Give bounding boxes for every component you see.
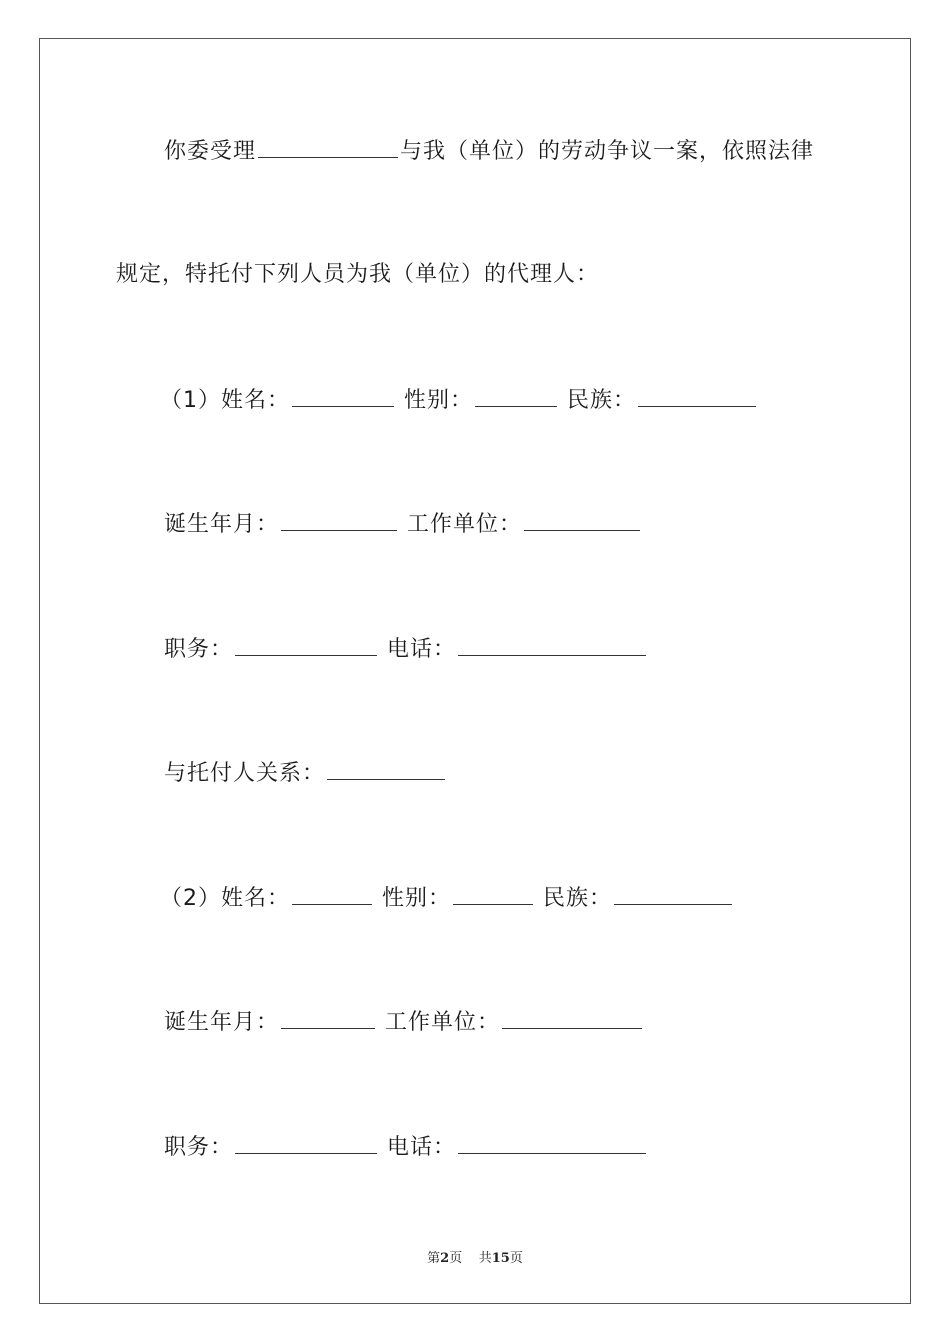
paragraph-line-1-suffix: 与我（单位）的劳动争议一案，依照法律 xyxy=(400,139,815,164)
paragraph-line-1 xyxy=(164,135,814,167)
agent-2-birth-blank[interactable] xyxy=(281,1006,375,1029)
page-total-prefix: 共 xyxy=(478,1251,492,1266)
agent-2-workplace-blank[interactable] xyxy=(502,1006,642,1029)
paragraph-line-2-text: 规定，特托付下列人员为我（单位）的代理人： xyxy=(116,262,600,287)
agent-1-name-blank[interactable] xyxy=(292,384,394,407)
page-footer xyxy=(0,1247,950,1266)
agent-2-phone-label: 电话： xyxy=(387,1135,457,1160)
agent-2-name-blank[interactable] xyxy=(292,882,372,905)
agent-2-position-label: 职务： xyxy=(164,1135,234,1160)
agent-1-gender-label: 性别： xyxy=(404,388,474,413)
agent-1-birth-blank[interactable] xyxy=(281,508,397,531)
paragraph-line-1-prefix: 你委受理 xyxy=(164,139,257,164)
page-total-suffix: 页 xyxy=(509,1251,523,1266)
agent-1-phone-blank[interactable] xyxy=(458,633,646,656)
agent-1-workplace-blank[interactable] xyxy=(524,508,640,531)
agent-2-birth-label: 诞生年月： xyxy=(164,1010,280,1035)
page-border xyxy=(39,38,911,1304)
agent-2-birth-row xyxy=(164,1006,644,1038)
page-number-suffix: 页 xyxy=(449,1251,463,1266)
agent-1-birth-row xyxy=(164,508,642,540)
agent-2-ethnicity-label: 民族： xyxy=(543,886,613,911)
agent-1-workplace-label: 工作单位： xyxy=(407,512,523,537)
agent-2-name-row xyxy=(160,882,734,914)
agent-1-phone-label: 电话： xyxy=(387,637,457,662)
agent-1-position-label: 职务： xyxy=(164,637,234,662)
agent-1-relation-row xyxy=(164,757,447,789)
accepted-party-blank[interactable] xyxy=(258,135,398,158)
agent-1-ethnicity-label: 民族： xyxy=(567,388,637,413)
agent-2-name-label: （2）姓名： xyxy=(160,886,290,911)
agent-1-ethnicity-blank[interactable] xyxy=(638,384,756,407)
agent-1-name-label: （1）姓名： xyxy=(160,388,290,413)
page-number-current: 2 xyxy=(440,1251,450,1266)
agent-2-ethnicity-blank[interactable] xyxy=(614,882,732,905)
page-total: 15 xyxy=(491,1251,510,1266)
agent-2-position-blank[interactable] xyxy=(235,1131,377,1154)
agent-2-workplace-label: 工作单位： xyxy=(385,1010,501,1035)
agent-1-position-blank[interactable] xyxy=(235,633,377,656)
agent-1-birth-label: 诞生年月： xyxy=(164,512,280,537)
agent-1-relation-blank[interactable] xyxy=(327,757,445,780)
agent-2-gender-label: 性别： xyxy=(382,886,452,911)
agent-2-position-row xyxy=(164,1131,648,1163)
agent-1-gender-blank[interactable] xyxy=(475,384,557,407)
paragraph-line-2 xyxy=(116,260,599,290)
agent-2-gender-blank[interactable] xyxy=(453,882,533,905)
agent-2-phone-blank[interactable] xyxy=(458,1131,646,1154)
agent-1-relation-label: 与托付人关系： xyxy=(164,761,326,786)
page-number-prefix: 第 xyxy=(427,1251,441,1266)
agent-1-name-row xyxy=(160,384,758,416)
agent-1-position-row xyxy=(164,633,648,665)
